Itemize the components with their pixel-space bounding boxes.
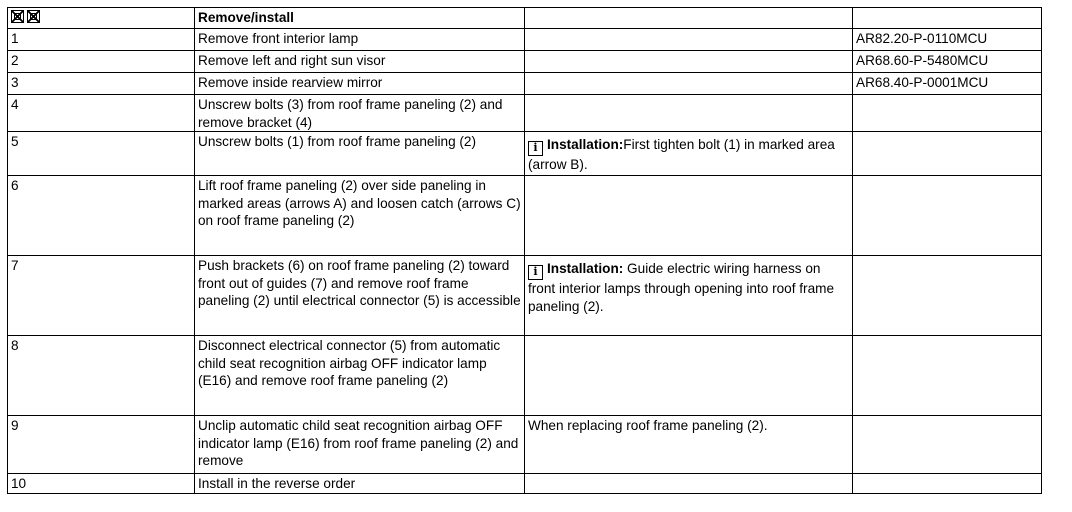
step-operation: Unscrew bolts (1) from roof frame paneling (2)	[195, 132, 525, 176]
step-reference-link	[853, 336, 1042, 416]
step-note	[525, 416, 853, 474]
step-operation: Remove front interior lamp	[195, 29, 525, 51]
table-row	[8, 73, 1042, 95]
step-number: 3	[8, 73, 195, 95]
note-text: Guide electric wiring harness on front interior lamps through opening into roof frame paneling (2).	[528, 261, 835, 314]
procedure-table	[7, 7, 1042, 494]
note-text: First tighten bolt (1) in marked area (arrow B).	[528, 137, 835, 172]
header-icons-cell	[8, 8, 195, 29]
table-row	[8, 176, 1042, 256]
step-number: 10	[8, 474, 195, 494]
step-number: 7	[8, 256, 195, 336]
step-operation: Push brackets (6) on roof frame paneling (2) toward front out of guides (7) and remove roof frame paneling (2) until electrical connector (5) is accessible	[195, 256, 525, 336]
step-reference-link	[853, 416, 1042, 474]
table-row	[8, 29, 1042, 51]
table-title	[195, 8, 525, 29]
step-operation: Unclip automatic child seat recognition airbag OFF indicator lamp (E16) from roof frame paneling (2) and remove	[195, 416, 525, 474]
step-note	[525, 95, 853, 132]
step-number: 5	[8, 132, 195, 176]
step-operation: Remove inside rearview mirror	[195, 73, 525, 95]
step-note	[525, 256, 853, 336]
info-icon[interactable]: i	[528, 141, 543, 156]
step-reference-link	[853, 256, 1042, 336]
step-note	[525, 73, 853, 95]
info-icon[interactable]: i	[528, 265, 543, 280]
step-reference-link	[853, 474, 1042, 494]
table-row	[8, 474, 1042, 494]
step-reference-link	[853, 95, 1042, 132]
note-label: Installation:	[547, 261, 624, 276]
expand-icon[interactable]	[11, 10, 24, 23]
table-row	[8, 256, 1042, 336]
table-title-text: Remove/install	[198, 10, 294, 25]
step-reference-link[interactable]: AR68.60-P-5480MCU	[853, 51, 1042, 73]
step-note	[525, 29, 853, 51]
step-note	[525, 176, 853, 256]
collapse-icon[interactable]	[27, 10, 40, 23]
table-header-row	[8, 8, 1042, 29]
step-note	[525, 336, 853, 416]
step-note	[525, 474, 853, 494]
table-row	[8, 336, 1042, 416]
header-empty-cell	[525, 8, 853, 29]
step-number: 1	[8, 29, 195, 51]
note-text: When replacing roof frame paneling (2).	[528, 418, 768, 433]
step-number: 9	[8, 416, 195, 474]
step-number: 2	[8, 51, 195, 73]
step-number: 8	[8, 336, 195, 416]
table-row	[8, 95, 1042, 132]
step-operation: Lift roof frame paneling (2) over side paneling in marked areas (arrows A) and loosen catch (arrows C) on roof frame paneling (2)	[195, 176, 525, 256]
step-number: 4	[8, 95, 195, 132]
note-label: Installation:	[547, 137, 624, 152]
installation-note	[528, 133, 849, 174]
step-note	[525, 51, 853, 73]
step-note	[525, 132, 853, 176]
step-operation: Disconnect electrical connector (5) from automatic child seat recognition airbag OFF indicator lamp (E16) and remove roof frame paneling (2)	[195, 336, 525, 416]
header-empty-cell	[853, 8, 1042, 29]
step-reference-link[interactable]: AR68.40-P-0001MCU	[853, 73, 1042, 95]
step-operation: Unscrew bolts (3) from roof frame paneling (2) and remove bracket (4)	[195, 95, 525, 132]
step-reference-link[interactable]: AR82.20-P-0110MCU	[853, 29, 1042, 51]
installation-note	[528, 257, 849, 315]
step-operation: Remove left and right sun visor	[195, 51, 525, 73]
step-reference-link	[853, 132, 1042, 176]
table-row	[8, 416, 1042, 474]
step-number: 6	[8, 176, 195, 256]
table-row	[8, 132, 1042, 176]
step-operation: Install in the reverse order	[195, 474, 525, 494]
table-row	[8, 51, 1042, 73]
step-reference-link	[853, 176, 1042, 256]
